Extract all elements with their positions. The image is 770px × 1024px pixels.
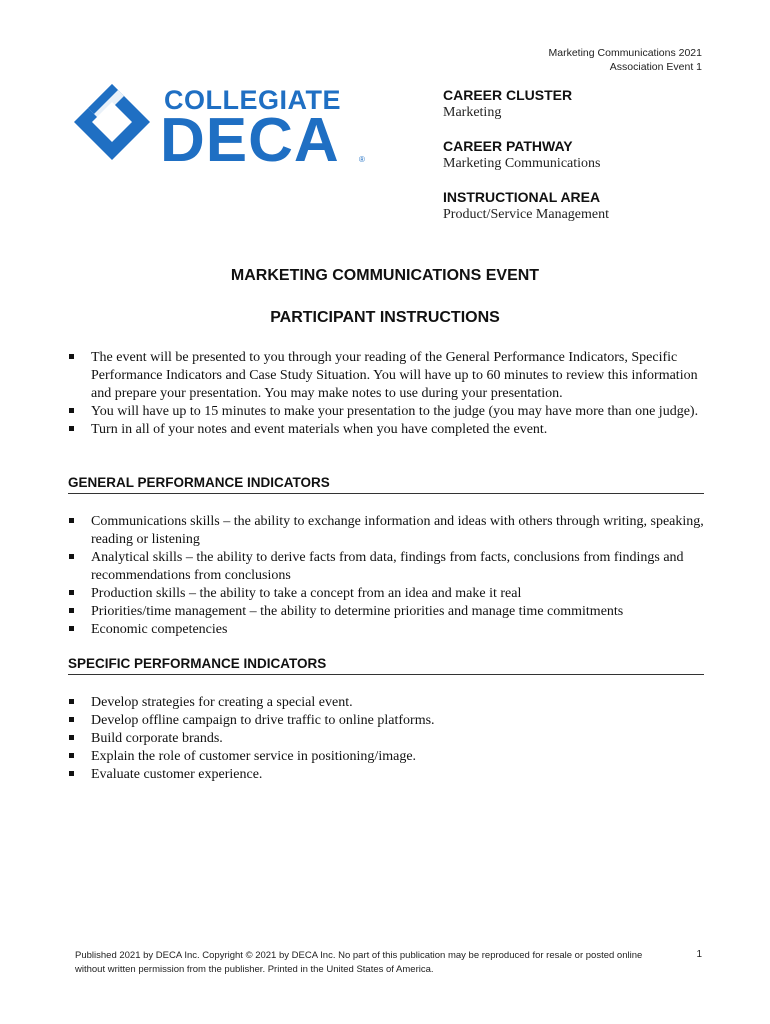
meta-value: Marketing Communications [443, 156, 601, 171]
list-item-text: Priorities/time management – the ability to determine priorities and manage time commitments [91, 604, 624, 619]
header-event-line: Marketing Communications 2021 [548, 47, 702, 59]
list-item-text: Explain the role of customer service in positioning/image. [91, 749, 417, 764]
bullet-icon [69, 735, 74, 740]
header-event-info [549, 46, 703, 74]
bullet-icon [69, 608, 74, 613]
list-item [68, 748, 704, 766]
bullet-icon [69, 518, 74, 523]
specific-indicators-heading: SPECIFIC PERFORMANCE INDICATORS [68, 656, 704, 675]
event-title: MARKETING COMMUNICATIONS EVENT [230, 267, 540, 284]
logo-registered-mark: ® [359, 155, 365, 164]
list-item-text: Evaluate customer experience. [91, 767, 263, 782]
list-item-text: Production skills – the ability to take a concept from an idea and make it real [91, 586, 522, 601]
collegiate-deca-logo [72, 82, 372, 168]
page-number: 1 [696, 949, 702, 960]
list-item [68, 549, 704, 585]
list-item-text: Turn in all of your notes and event materials when you have completed the event. [91, 422, 548, 437]
list-item-text: Develop offline campaign to drive traffic to online platforms. [91, 713, 435, 728]
bullet-icon [69, 554, 74, 559]
meta-value: Product/Service Management [443, 207, 610, 222]
bullet-icon [69, 426, 74, 431]
deca-diamond-icon [74, 84, 150, 160]
list-item-text: Analytical skills – the ability to derive facts from data, findings from facts, conclusions from findings and recommendations from conclusions [91, 550, 684, 583]
meta-instructional-area [443, 188, 743, 224]
meta-value: Marketing [443, 105, 502, 120]
bullet-icon [69, 699, 74, 704]
meta-career-pathway [443, 137, 743, 173]
list-item-text: Build corporate brands. [91, 731, 223, 746]
bullet-icon [69, 590, 74, 595]
bullet-icon [69, 354, 74, 359]
list-item [68, 585, 704, 603]
bullet-icon [69, 408, 74, 413]
general-indicators-heading: GENERAL PERFORMANCE INDICATORS [68, 475, 704, 494]
list-item-text: The event will be presented to you through your reading of the General Performance Indicators, Specific Performance Indicators and Case Study Situation. You will have up to 60 minutes to review this information and prepare your presentation. You may make notes to use during your presentation. [91, 350, 698, 401]
list-item-text: Develop strategies for creating a special event. [91, 695, 353, 710]
list-item [68, 403, 704, 421]
bullet-icon [69, 771, 74, 776]
meta-heading: INSTRUCTIONAL AREA [443, 189, 601, 205]
list-item [68, 730, 704, 748]
meta-heading: CAREER CLUSTER [443, 87, 573, 103]
list-item [68, 712, 704, 730]
list-item-text: Economic competencies [91, 622, 228, 637]
list-item [68, 766, 704, 784]
list-item-text: You will have up to 15 minutes to make your presentation to the judge (you may have more than one judge). [91, 404, 699, 419]
instructions-list [68, 349, 704, 439]
participant-instructions-title: PARTICIPANT INSTRUCTIONS [270, 309, 500, 326]
bullet-icon [69, 626, 74, 631]
header-association-line: Association Event 1 [609, 61, 702, 73]
bullet-icon [69, 753, 74, 758]
list-item [68, 421, 704, 439]
list-item [68, 694, 704, 712]
career-meta [443, 86, 743, 239]
list-item-text: Communications skills – the ability to exchange information and ideas with others through writing, speaking, reading or listening [91, 514, 704, 547]
list-item [68, 513, 704, 549]
footer-copyright: Published 2021 by DECA Inc. Copyright © 2021 by DECA Inc. No part of this publication may be reproduced for resale or posted online without written permission from the publisher. Printed in the United States of America. [75, 950, 643, 975]
logo-text-deca: DECA [160, 106, 340, 168]
specific-indicators-list [68, 694, 704, 784]
meta-career-cluster [443, 86, 743, 122]
list-item [68, 603, 704, 621]
list-item [68, 621, 704, 639]
bullet-icon [69, 717, 74, 722]
logo-text-collegiate: COLLEGIATE [164, 85, 341, 115]
meta-heading: CAREER PATHWAY [443, 138, 573, 154]
list-item [68, 349, 704, 403]
general-indicators-list [68, 513, 704, 639]
